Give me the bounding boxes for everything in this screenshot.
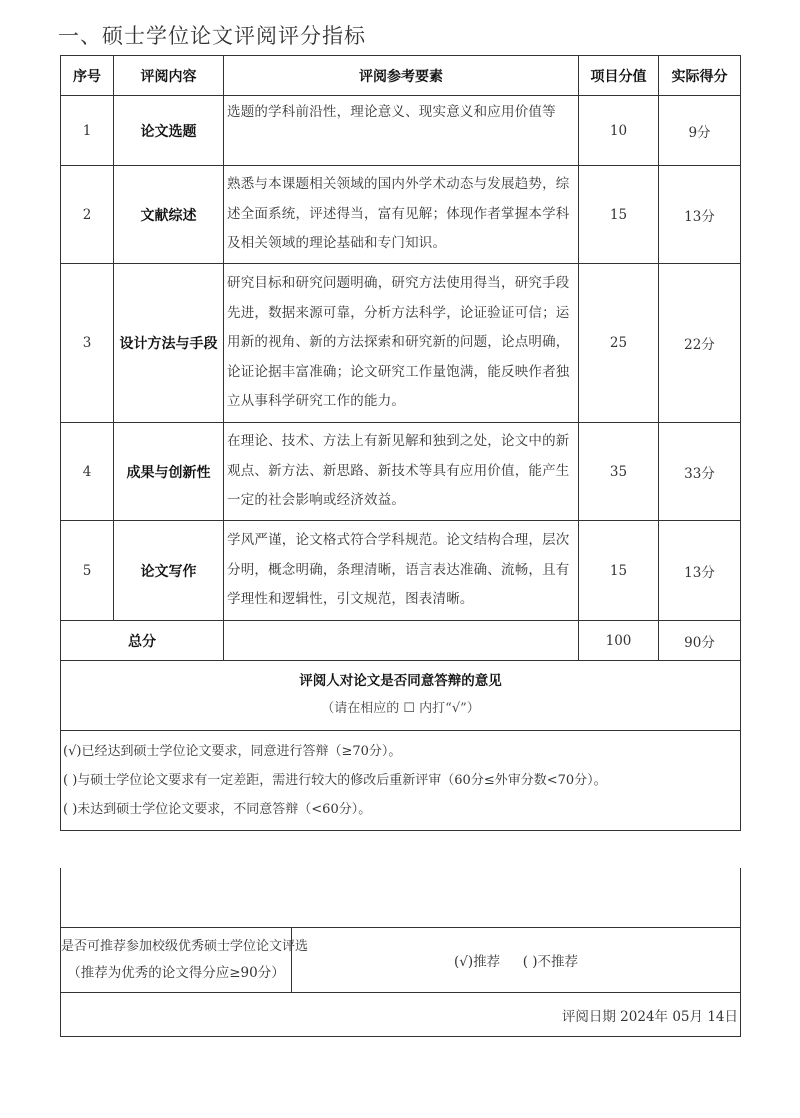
opinion-options [61,731,741,831]
recommend-question: 是否可推荐参加校级优秀硕士学位论文评选 [61,939,309,954]
row-criteria: 学风严谨，论文格式符合学科规范。论文结构合理，层次分明，概念明确，条理清晰，语言表达准确、流畅，且有学理性和逻辑性，引文规范，图表清晰。 [224,521,579,621]
row-actual-score: 13分 [659,166,741,264]
row-max-score: 10 [579,96,659,166]
review-date-day: 14日 [707,1008,738,1025]
table-header-row [61,56,741,96]
row-item: 文献综述 [114,166,224,264]
table-row [61,521,741,621]
row-max-score: 15 [579,166,659,264]
opinion-header-row [61,661,741,731]
row-criteria: 研究目标和研究问题明确，研究方法使用得当，研究手段先进，数据来源可靠，分析方法科学，论证验证可信；运用新的视角、新的方法探索和研究新的问题，论点明确，论证论据丰富准确；论文研究工作量饱满，能反映作者独立从事科学研究工作的能力。 [224,264,579,423]
opinion-title: 评阅人对论文是否同意答辩的意见 [299,673,502,689]
row-actual-score: 13分 [659,521,741,621]
opinion-option-revise[interactable] [63,766,738,795]
row-criteria: 熟悉与本课题相关领域的国内外学术动态与发展趋势，综述全面系统，评述得当，富有见解；体现作者掌握本学科及相关领域的理论基础和专门知识。 [224,166,579,264]
row-actual-score: 9分 [659,96,741,166]
row-max-score: 15 [579,521,659,621]
review-date-label: 评阅日期 [561,1008,616,1025]
opinion-header [61,661,741,731]
row-criteria: 在理论、技术、方法上有新见解和独到之处，论文中的新观点、新方法、新思路、新技术等具有应用价值，能产生一定的社会影响或经济效益。 [224,423,579,521]
total-blank [224,621,579,661]
table-row [61,96,741,166]
header-max-score: 项目分值 [579,56,659,96]
total-row [61,621,741,661]
row-actual-score: 33分 [659,423,741,521]
option-text: 已经达到硕士学位论文要求，同意进行答辩（≥70分）。 [81,744,402,759]
total-actual-score: 90分 [659,621,741,661]
opinion-options-row [61,731,741,831]
comment-area [61,868,741,928]
recommend-note: （推荐为优秀的论文得分应≥90分） [67,965,285,981]
row-no: 1 [61,96,114,166]
header-no: 序号 [61,56,114,96]
opinion-option-agree[interactable] [63,737,738,766]
comment-blank-row [61,868,741,928]
total-max-score: 100 [579,621,659,661]
row-item: 论文写作 [114,521,224,621]
review-date-month: 05月 [672,1008,704,1025]
row-no: 3 [61,264,114,423]
review-date-cell [61,993,741,1037]
review-date-year: 2024年 [620,1008,669,1025]
header-criteria: 评阅参考要素 [224,56,579,96]
option-text: 与硕士学位论文要求有一定差距，需进行较大的修改后重新评审（60分≤外审分数<70分）。 [77,773,607,788]
page-title: 一、硕士学位论文评阅评分指标 [58,24,366,48]
check-mark[interactable]: ( ) [63,773,78,788]
check-mark[interactable]: ( ) [63,802,78,817]
scoring-table [60,55,741,831]
recommend-question-cell [61,928,309,993]
row-max-score: 25 [579,264,659,423]
opinion-subtitle: （请在相应的 ☐ 内打“√”） [321,701,480,716]
row-no: 5 [61,521,114,621]
recommendation-table [60,868,741,1037]
opinion-option-reject[interactable] [63,795,738,824]
row-criteria: 选题的学科前沿性，理论意义、现实意义和应用价值等 [224,96,579,166]
row-no: 4 [61,423,114,521]
header-actual-score: 实际得分 [659,56,741,96]
header-item: 评阅内容 [114,56,224,96]
option-text: 未达到硕士学位论文要求，不同意答辩（<60分）。 [77,802,372,817]
row-item: 成果与创新性 [114,423,224,521]
recommend-no-option[interactable]: ( )不推荐 [522,954,579,970]
row-item: 论文选题 [114,96,224,166]
row-item: 设计方法与手段 [114,264,224,423]
recommend-options-cell [292,928,741,993]
date-row [61,993,741,1037]
total-label: 总分 [61,621,224,661]
table-row [61,264,741,423]
table-row [61,423,741,521]
check-mark[interactable]: (√) [63,744,82,759]
recommend-yes-option[interactable]: (√)推荐 [453,954,501,970]
table-row [61,166,741,264]
row-max-score: 35 [579,423,659,521]
recommend-row [61,928,741,993]
row-actual-score: 22分 [659,264,741,423]
row-no: 2 [61,166,114,264]
